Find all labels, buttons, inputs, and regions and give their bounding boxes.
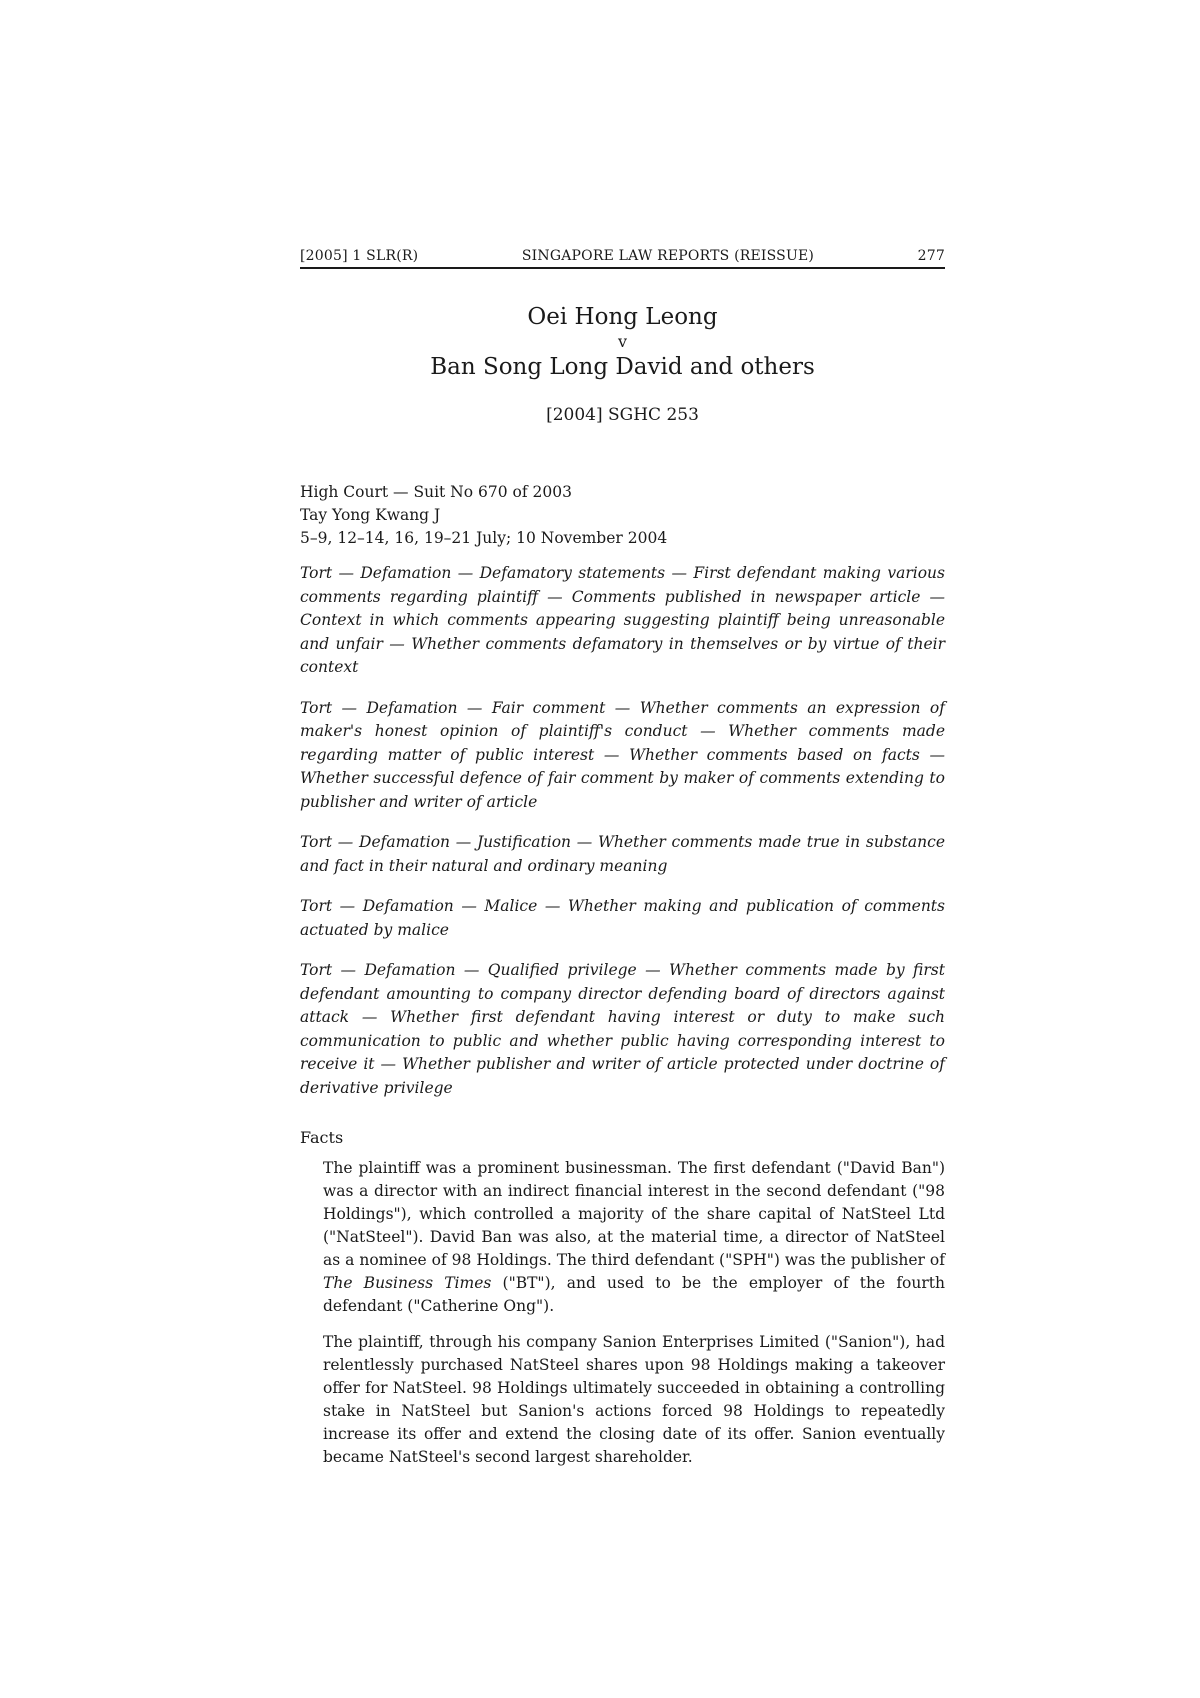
court-info <box>300 481 945 550</box>
catchword-malice: Tort — Defamation — Malice — Whether making and publication of comments actuated by malice <box>300 897 945 939</box>
facts-paragraph-1 <box>323 1157 945 1318</box>
catchword-justification: Tort — Defamation — Justification — Whether comments made true in substance and fact in their natural and ordinary meaning <box>300 833 945 875</box>
catchword-fair-comment: Tort — Defamation — Fair comment — Whether comments an expression of maker's honest opinion of plaintiff's conduct — Whether comments made regarding matter of public interest — Whether comments based on facts — Whether successful defence of fair comment by maker of comments extending to publisher and writer of article <box>300 698 945 811</box>
judge-name: Tay Yong Kwang J <box>300 506 441 524</box>
catchwords <box>300 562 945 1100</box>
plaintiff-name: Oei Hong Leong <box>527 304 718 330</box>
court-suit: High Court — Suit No 670 of 2003 <box>300 483 572 501</box>
versus-label: v <box>617 332 628 351</box>
case-title-block <box>300 303 945 425</box>
law-report-page <box>300 248 945 1482</box>
catchword-qualified-privilege: Tort — Defamation — Qualified privilege — Whether comments made by first defendant amounting to company director defending board of directors against attack — Whether first defendant having interest or duty to make such communication to public and whether public having corresponding interest to receive it — Whether publisher and writer of article protected under doctrine of derivative privilege <box>300 961 945 1097</box>
catchword-defamatory-statements: Tort — Defamation — Defamatory statements — First defendant making various comments regarding plaintiff — Comments published in newspaper article — Context in which comments appearing suggesting plaintiff being unreasonable and unfair — Whether comments defamatory in themselves or by virtue of their context <box>300 564 945 676</box>
facts-heading: Facts <box>300 1128 344 1147</box>
report-citation: [2005] 1 SLR(R) <box>300 248 419 264</box>
neutral-citation: [2004] SGHC 253 <box>546 405 699 425</box>
facts-paragraph-1-part-2: ("BT"), and used to be the employer of the fourth defendant ("Catherine Ong"). <box>323 1274 945 1315</box>
facts-paragraph-1-part-1: The plaintiff was a prominent businessman. The first defendant ("David Ban") was a director with an indirect financial interest in the second defendant ("98 Holdings"), which controlled a majority of the share capital of NatSteel Ltd ("NatSteel"). David Ban was also, at the material time, a director of NatSteel as a nominee of 98 Holdings. The third defendant ("SPH") was the publisher of <box>323 1159 945 1269</box>
defendants-name: Ban Song Long David and others <box>430 354 815 380</box>
page-number: 277 <box>917 248 945 264</box>
newspaper-title: The Business Times <box>323 1274 492 1292</box>
hearing-dates: 5–9, 12–14, 16, 19–21 July; 10 November 2004 <box>300 529 668 547</box>
facts-paragraph-2: The plaintiff, through his company Sanion Enterprises Limited ("Sanion"), had relentlessly purchased NatSteel shares upon 98 Holdings making a takeover offer for NatSteel. 98 Holdings ultimately succeeded in obtaining a controlling stake in NatSteel but Sanion's actions forced 98 Holdings to repeatedly increase its offer and extend the closing date of its offer. Sanion eventually became NatSteel's second largest shareholder. <box>323 1333 945 1466</box>
running-head <box>300 248 945 269</box>
publication-title: SINGAPORE LAW REPORTS (REISSUE) <box>521 248 815 264</box>
